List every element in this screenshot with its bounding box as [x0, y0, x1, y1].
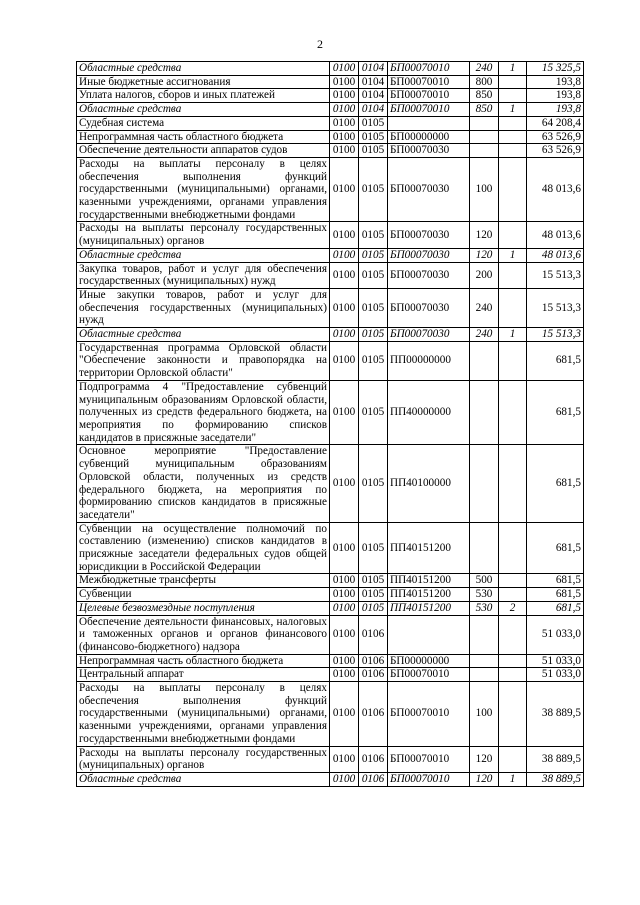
funding-source-cell [499, 574, 527, 588]
amount-cell: 48 013,6 [527, 157, 584, 222]
expense-type-cell: 500 [470, 574, 499, 588]
section-code-cell: 0100 [330, 380, 359, 445]
expense-type-cell: 100 [470, 682, 499, 747]
expense-type-cell: 530 [470, 601, 499, 615]
expense-type-cell: 100 [470, 157, 499, 222]
target-article-cell: ПП40000000 [388, 380, 470, 445]
subsection-code-cell: 0105 [359, 248, 388, 262]
section-code-cell: 0100 [330, 445, 359, 522]
expense-type-cell: 200 [470, 262, 499, 288]
section-code-cell: 0100 [330, 772, 359, 786]
row-name-cell: Областные средства [77, 62, 330, 76]
row-name-cell: Подпрограмма 4 "Предоставление субвенций муниципальным образованиям Орловской области, полученных из средств федерального бюджета, на мероприятия по формированию списков кандидатов в присяжные заседатели" [77, 380, 330, 445]
expense-type-cell: 850 [470, 103, 499, 117]
row-name-cell: Уплата налогов, сборов и иных платежей [77, 89, 330, 103]
expense-type-cell [470, 144, 499, 158]
table-row [77, 89, 584, 103]
funding-source-cell [499, 75, 527, 89]
target-article-cell: БП00070030 [388, 157, 470, 222]
amount-cell: 48 013,6 [527, 222, 584, 248]
amount-cell: 48 013,6 [527, 248, 584, 262]
table-row [77, 522, 584, 574]
amount-cell: 681,5 [527, 588, 584, 602]
row-name-cell: Иные бюджетные ассигнования [77, 75, 330, 89]
subsection-code-cell: 0105 [359, 522, 388, 574]
row-name-cell: Областные средства [77, 103, 330, 117]
section-code-cell: 0100 [330, 89, 359, 103]
target-article-cell: ПП40100000 [388, 445, 470, 522]
subsection-code-cell: 0105 [359, 262, 388, 288]
row-name-cell: Целевые безвозмездные поступления [77, 601, 330, 615]
target-article-cell: БП00070010 [388, 103, 470, 117]
amount-cell: 38 889,5 [527, 772, 584, 786]
row-name-cell: Расходы на выплаты персоналу государственных (муниципальных) органов [77, 222, 330, 248]
section-code-cell: 0100 [330, 103, 359, 117]
expense-type-cell: 530 [470, 588, 499, 602]
expense-type-cell: 850 [470, 89, 499, 103]
table-row [77, 615, 584, 654]
row-name-cell: Расходы на выплаты персоналу в целях обеспечения выполнения функций государственными (муниципальными) органами, казенными учреждениями, органами управления государственными внебюджетными фондами [77, 682, 330, 747]
expense-type-cell [470, 380, 499, 445]
amount-cell: 51 033,0 [527, 654, 584, 668]
budget-table [76, 61, 584, 787]
amount-cell: 38 889,5 [527, 746, 584, 772]
row-name-cell: Государственная программа Орловской области "Обеспечение законности и правопорядка на территории Орловской области" [77, 341, 330, 380]
funding-source-cell: 1 [499, 103, 527, 117]
row-name-cell: Обеспечение деятельности аппаратов судов [77, 144, 330, 158]
table-row [77, 746, 584, 772]
funding-source-cell [499, 588, 527, 602]
table-row [77, 157, 584, 222]
section-code-cell: 0100 [330, 588, 359, 602]
section-code-cell: 0100 [330, 288, 359, 327]
section-code-cell: 0100 [330, 574, 359, 588]
section-code-cell: 0100 [330, 341, 359, 380]
amount-cell: 681,5 [527, 341, 584, 380]
amount-cell: 15 513,3 [527, 288, 584, 327]
expense-type-cell [470, 654, 499, 668]
row-name-cell: Непрограммная часть областного бюджета [77, 130, 330, 144]
section-code-cell: 0100 [330, 262, 359, 288]
subsection-code-cell: 0105 [359, 116, 388, 130]
target-article-cell: БП00070030 [388, 288, 470, 327]
row-name-cell: Основное мероприятие "Предоставление субвенций муниципальным образованиям Орловской области, полученных из средств федерального бюджета, на мероприятия по формированию списков кандидатов в присяжные заседатели" [77, 445, 330, 522]
subsection-code-cell: 0105 [359, 445, 388, 522]
section-code-cell: 0100 [330, 222, 359, 248]
section-code-cell: 0100 [330, 116, 359, 130]
funding-source-cell [499, 668, 527, 682]
funding-source-cell: 2 [499, 601, 527, 615]
row-name-cell: Центральный аппарат [77, 668, 330, 682]
subsection-code-cell: 0105 [359, 341, 388, 380]
table-row [77, 341, 584, 380]
target-article-cell: ПП00000000 [388, 341, 470, 380]
amount-cell: 51 033,0 [527, 615, 584, 654]
subsection-code-cell: 0105 [359, 588, 388, 602]
subsection-code-cell: 0106 [359, 682, 388, 747]
row-name-cell: Субвенции [77, 588, 330, 602]
section-code-cell: 0100 [330, 157, 359, 222]
amount-cell: 681,5 [527, 574, 584, 588]
target-article-cell: БП00070030 [388, 262, 470, 288]
section-code-cell: 0100 [330, 746, 359, 772]
target-article-cell: БП00070010 [388, 62, 470, 76]
funding-source-cell [499, 130, 527, 144]
expense-type-cell [470, 615, 499, 654]
table-row [77, 262, 584, 288]
funding-source-cell [499, 682, 527, 747]
row-name-cell: Закупка товаров, работ и услуг для обеспечения государственных (муниципальных) нужд [77, 262, 330, 288]
subsection-code-cell: 0106 [359, 654, 388, 668]
row-name-cell: Расходы на выплаты персоналу государственных (муниципальных) органов [77, 746, 330, 772]
funding-source-cell [499, 615, 527, 654]
table-row [77, 248, 584, 262]
table-row [77, 380, 584, 445]
amount-cell: 681,5 [527, 522, 584, 574]
target-article-cell: БП00070030 [388, 222, 470, 248]
row-name-cell: Непрограммная часть областного бюджета [77, 654, 330, 668]
funding-source-cell [499, 746, 527, 772]
target-article-cell: БП00070010 [388, 682, 470, 747]
expense-type-cell: 120 [470, 248, 499, 262]
expense-type-cell: 120 [470, 222, 499, 248]
row-name-cell: Судебная система [77, 116, 330, 130]
amount-cell: 681,5 [527, 445, 584, 522]
funding-source-cell [499, 157, 527, 222]
target-article-cell [388, 615, 470, 654]
subsection-code-cell: 0104 [359, 89, 388, 103]
funding-source-cell [499, 341, 527, 380]
expense-type-cell [470, 522, 499, 574]
section-code-cell: 0100 [330, 522, 359, 574]
table-row [77, 682, 584, 747]
table-body [77, 62, 584, 787]
table-row [77, 288, 584, 327]
amount-cell: 63 526,9 [527, 144, 584, 158]
target-article-cell: ПП40151200 [388, 601, 470, 615]
target-article-cell [388, 116, 470, 130]
funding-source-cell [499, 144, 527, 158]
table-row [77, 445, 584, 522]
row-name-cell: Субвенции на осуществление полномочий по составлению (изменению) списков кандидатов в присяжные заседатели федеральных судов общей юрисдикции в Российской Федерации [77, 522, 330, 574]
section-code-cell: 0100 [330, 75, 359, 89]
amount-cell: 38 889,5 [527, 682, 584, 747]
subsection-code-cell: 0106 [359, 772, 388, 786]
subsection-code-cell: 0105 [359, 574, 388, 588]
section-code-cell: 0100 [330, 144, 359, 158]
subsection-code-cell: 0106 [359, 668, 388, 682]
funding-source-cell [499, 445, 527, 522]
table-row [77, 130, 584, 144]
expense-type-cell: 120 [470, 772, 499, 786]
table-row [77, 574, 584, 588]
target-article-cell: БП00070010 [388, 668, 470, 682]
target-article-cell: БП00070030 [388, 328, 470, 342]
amount-cell: 64 208,4 [527, 116, 584, 130]
target-article-cell: БП00000000 [388, 654, 470, 668]
expense-type-cell: 240 [470, 62, 499, 76]
subsection-code-cell: 0105 [359, 157, 388, 222]
row-name-cell: Областные средства [77, 772, 330, 786]
expense-type-cell: 240 [470, 328, 499, 342]
funding-source-cell: 1 [499, 248, 527, 262]
section-code-cell: 0100 [330, 615, 359, 654]
expense-type-cell: 240 [470, 288, 499, 327]
amount-cell: 681,5 [527, 601, 584, 615]
funding-source-cell [499, 262, 527, 288]
amount-cell: 15 325,5 [527, 62, 584, 76]
target-article-cell: БП00070030 [388, 144, 470, 158]
expense-type-cell [470, 445, 499, 522]
funding-source-cell [499, 222, 527, 248]
subsection-code-cell: 0105 [359, 380, 388, 445]
page-number: 2 [317, 37, 323, 51]
row-name-cell: Областные средства [77, 248, 330, 262]
expense-type-cell [470, 341, 499, 380]
target-article-cell: БП00070030 [388, 248, 470, 262]
section-code-cell: 0100 [330, 654, 359, 668]
expense-type-cell [470, 116, 499, 130]
subsection-code-cell: 0104 [359, 103, 388, 117]
table-row [77, 116, 584, 130]
funding-source-cell: 1 [499, 328, 527, 342]
table-row [77, 222, 584, 248]
funding-source-cell [499, 89, 527, 103]
row-name-cell: Областные средства [77, 328, 330, 342]
expense-type-cell [470, 130, 499, 144]
section-code-cell: 0100 [330, 682, 359, 747]
amount-cell: 15 513,3 [527, 262, 584, 288]
target-article-cell: БП00070010 [388, 75, 470, 89]
table-row [77, 62, 584, 76]
amount-cell: 193,8 [527, 89, 584, 103]
target-article-cell: БП00070010 [388, 89, 470, 103]
target-article-cell: ПП40151200 [388, 574, 470, 588]
table-row [77, 103, 584, 117]
row-name-cell: Иные закупки товаров, работ и услуг для обеспечения государственных (муниципальных) нужд [77, 288, 330, 327]
row-name-cell: Расходы на выплаты персоналу в целях обеспечения выполнения функций государственными (муниципальными) органами, казенными учреждениями, органами управления государственными внебюджетными фондами [77, 157, 330, 222]
section-code-cell: 0100 [330, 130, 359, 144]
table-row [77, 144, 584, 158]
subsection-code-cell: 0106 [359, 746, 388, 772]
section-code-cell: 0100 [330, 62, 359, 76]
expense-type-cell [470, 668, 499, 682]
expense-type-cell: 120 [470, 746, 499, 772]
expense-type-cell: 800 [470, 75, 499, 89]
target-article-cell: БП00070010 [388, 772, 470, 786]
table-row [77, 601, 584, 615]
funding-source-cell [499, 116, 527, 130]
section-code-cell: 0100 [330, 328, 359, 342]
row-name-cell: Межбюджетные трансферты [77, 574, 330, 588]
subsection-code-cell: 0105 [359, 144, 388, 158]
target-article-cell: БП00070010 [388, 746, 470, 772]
table-row [77, 75, 584, 89]
amount-cell: 15 513,3 [527, 328, 584, 342]
table-row [77, 772, 584, 786]
target-article-cell: БП00000000 [388, 130, 470, 144]
amount-cell: 681,5 [527, 380, 584, 445]
section-code-cell: 0100 [330, 601, 359, 615]
funding-source-cell: 1 [499, 62, 527, 76]
target-article-cell: ПП40151200 [388, 588, 470, 602]
amount-cell: 63 526,9 [527, 130, 584, 144]
section-code-cell: 0100 [330, 668, 359, 682]
funding-source-cell [499, 654, 527, 668]
subsection-code-cell: 0105 [359, 601, 388, 615]
target-article-cell: ПП40151200 [388, 522, 470, 574]
table-row [77, 668, 584, 682]
table-row [77, 588, 584, 602]
amount-cell: 193,8 [527, 75, 584, 89]
funding-source-cell [499, 522, 527, 574]
funding-source-cell: 1 [499, 772, 527, 786]
funding-source-cell [499, 380, 527, 445]
row-name-cell: Обеспечение деятельности финансовых, налоговых и таможенных органов и органов финансового (финансово-бюджетного) надзора [77, 615, 330, 654]
section-code-cell: 0100 [330, 248, 359, 262]
funding-source-cell [499, 288, 527, 327]
subsection-code-cell: 0104 [359, 62, 388, 76]
subsection-code-cell: 0105 [359, 222, 388, 248]
table-row [77, 328, 584, 342]
table-row [77, 654, 584, 668]
amount-cell: 51 033,0 [527, 668, 584, 682]
subsection-code-cell: 0106 [359, 615, 388, 654]
amount-cell: 193,8 [527, 103, 584, 117]
subsection-code-cell: 0104 [359, 75, 388, 89]
subsection-code-cell: 0105 [359, 130, 388, 144]
subsection-code-cell: 0105 [359, 328, 388, 342]
subsection-code-cell: 0105 [359, 288, 388, 327]
